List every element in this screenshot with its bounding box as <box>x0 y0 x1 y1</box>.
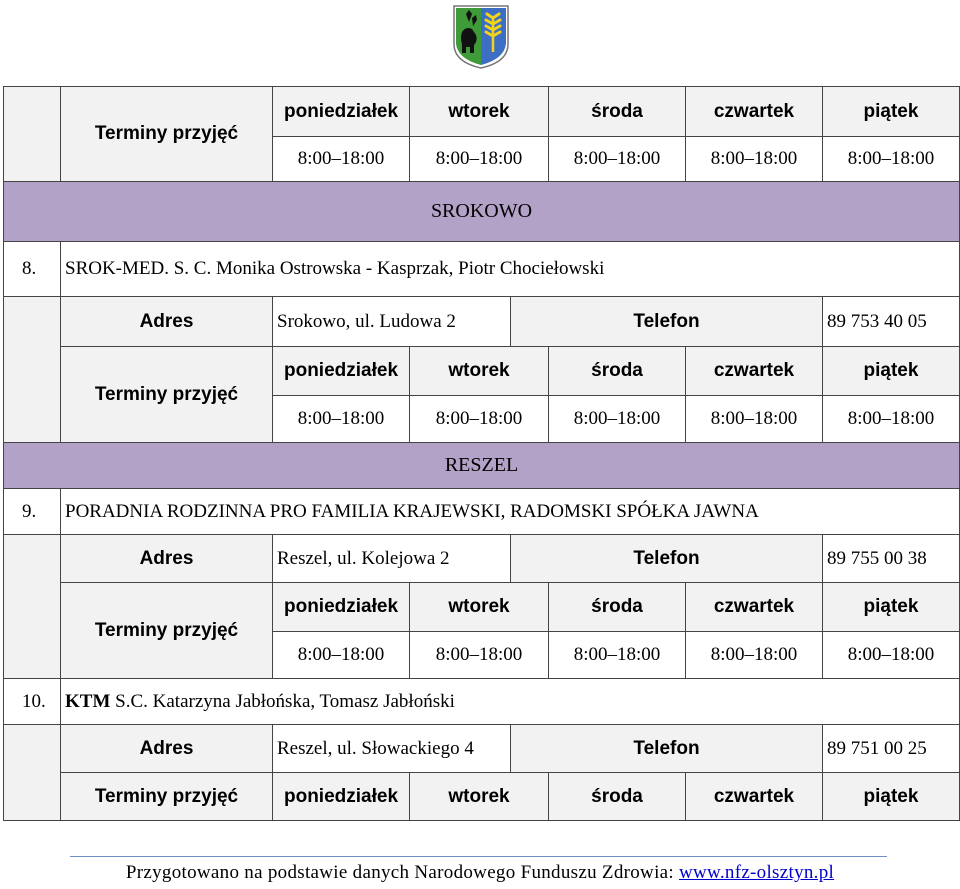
entry-name-rest: S.C. Katarzyna Jabłońska, Tomasz Jabłoński <box>110 690 455 712</box>
address-label: Adres <box>61 535 273 583</box>
hours-monday: 8:00–18:00 <box>273 632 410 679</box>
city-name: RESZEL <box>444 454 519 476</box>
phone-label: Telefon <box>511 535 823 583</box>
city-header <box>4 443 960 489</box>
coat-of-arms-icon <box>452 4 510 70</box>
phone-label: Telefon <box>511 297 823 347</box>
hours-thursday: 8:00–18:00 <box>686 396 823 443</box>
hours-tuesday: 8:00–18:00 <box>410 137 549 182</box>
hours-thursday: 8:00–18:00 <box>686 632 823 679</box>
address-value: Reszel, ul. Słowackiego 4 <box>273 725 511 773</box>
day-wednesday: środa <box>549 773 686 821</box>
day-thursday: czwartek <box>686 583 823 632</box>
hours-friday: 8:00–18:00 <box>823 137 960 182</box>
day-friday: piątek <box>823 347 960 396</box>
hours-friday: 8:00–18:00 <box>823 396 960 443</box>
hours-tuesday: 8:00–18:00 <box>410 632 549 679</box>
day-monday: poniedziałek <box>273 583 410 632</box>
hours-monday: 8:00–18:00 <box>273 396 410 443</box>
day-friday: piątek <box>823 773 960 821</box>
entry-name: PORADNIA RODZINNA PRO FAMILIA KRAJEWSKI, RADOMSKI SPÓŁKA JAWNA <box>61 489 960 535</box>
terms-label: Terminy przyjęć <box>61 87 273 182</box>
phone-value: 89 755 00 38 <box>823 535 960 583</box>
address-label: Adres <box>61 297 273 347</box>
footer-link[interactable]: www.nfz-olsztyn.pl <box>679 862 835 883</box>
footer <box>0 862 960 884</box>
address-label: Adres <box>61 725 273 773</box>
hours-tuesday: 8:00–18:00 <box>410 396 549 443</box>
day-tuesday: wtorek <box>410 347 549 396</box>
day-wednesday: środa <box>549 583 686 632</box>
row-gutter <box>4 87 61 182</box>
hours-wednesday: 8:00–18:00 <box>549 396 686 443</box>
row-gutter <box>4 535 61 679</box>
entry-number: 9. <box>4 489 61 535</box>
hours-friday: 8:00–18:00 <box>823 632 960 679</box>
city-header <box>4 182 960 242</box>
day-wednesday: środa <box>549 347 686 396</box>
day-thursday: czwartek <box>686 773 823 821</box>
day-tuesday: wtorek <box>410 87 549 137</box>
schedule-table <box>3 86 960 821</box>
phone-label: Telefon <box>511 725 823 773</box>
row-gutter <box>4 725 61 821</box>
hours-monday: 8:00–18:00 <box>273 137 410 182</box>
day-tuesday: wtorek <box>410 583 549 632</box>
footer-text: Przygotowano na podstawie danych Narodowego Funduszu Zdrowia: <box>125 862 680 883</box>
day-monday: poniedziałek <box>273 347 410 396</box>
terms-label: Terminy przyjęć <box>61 583 273 679</box>
day-monday: poniedziałek <box>273 773 410 821</box>
entry-number: 8. <box>4 242 61 297</box>
day-tuesday: wtorek <box>410 773 549 821</box>
phone-value: 89 753 40 05 <box>823 297 960 347</box>
phone-value: 89 751 00 25 <box>823 725 960 773</box>
day-thursday: czwartek <box>686 87 823 137</box>
address-value: Reszel, ul. Kolejowa 2 <box>273 535 511 583</box>
footer-divider <box>70 856 887 857</box>
address-value: Srokowo, ul. Ludowa 2 <box>273 297 511 347</box>
terms-label: Terminy przyjęć <box>61 773 273 821</box>
day-thursday: czwartek <box>686 347 823 396</box>
day-monday: poniedziałek <box>273 87 410 137</box>
city-name: SROKOWO <box>430 200 533 222</box>
entry-name <box>61 679 960 725</box>
terms-label: Terminy przyjęć <box>61 347 273 443</box>
hours-wednesday: 8:00–18:00 <box>549 632 686 679</box>
hours-thursday: 8:00–18:00 <box>686 137 823 182</box>
day-friday: piątek <box>823 583 960 632</box>
row-gutter <box>4 297 61 443</box>
entry-number: 10. <box>4 679 61 725</box>
hours-wednesday: 8:00–18:00 <box>549 137 686 182</box>
day-wednesday: środa <box>549 87 686 137</box>
entry-name-bold: KTM <box>65 690 111 712</box>
day-friday: piątek <box>823 87 960 137</box>
entry-name: SROK-MED. S. C. Monika Ostrowska - Kasprzak, Piotr Chociełowski <box>61 242 960 297</box>
